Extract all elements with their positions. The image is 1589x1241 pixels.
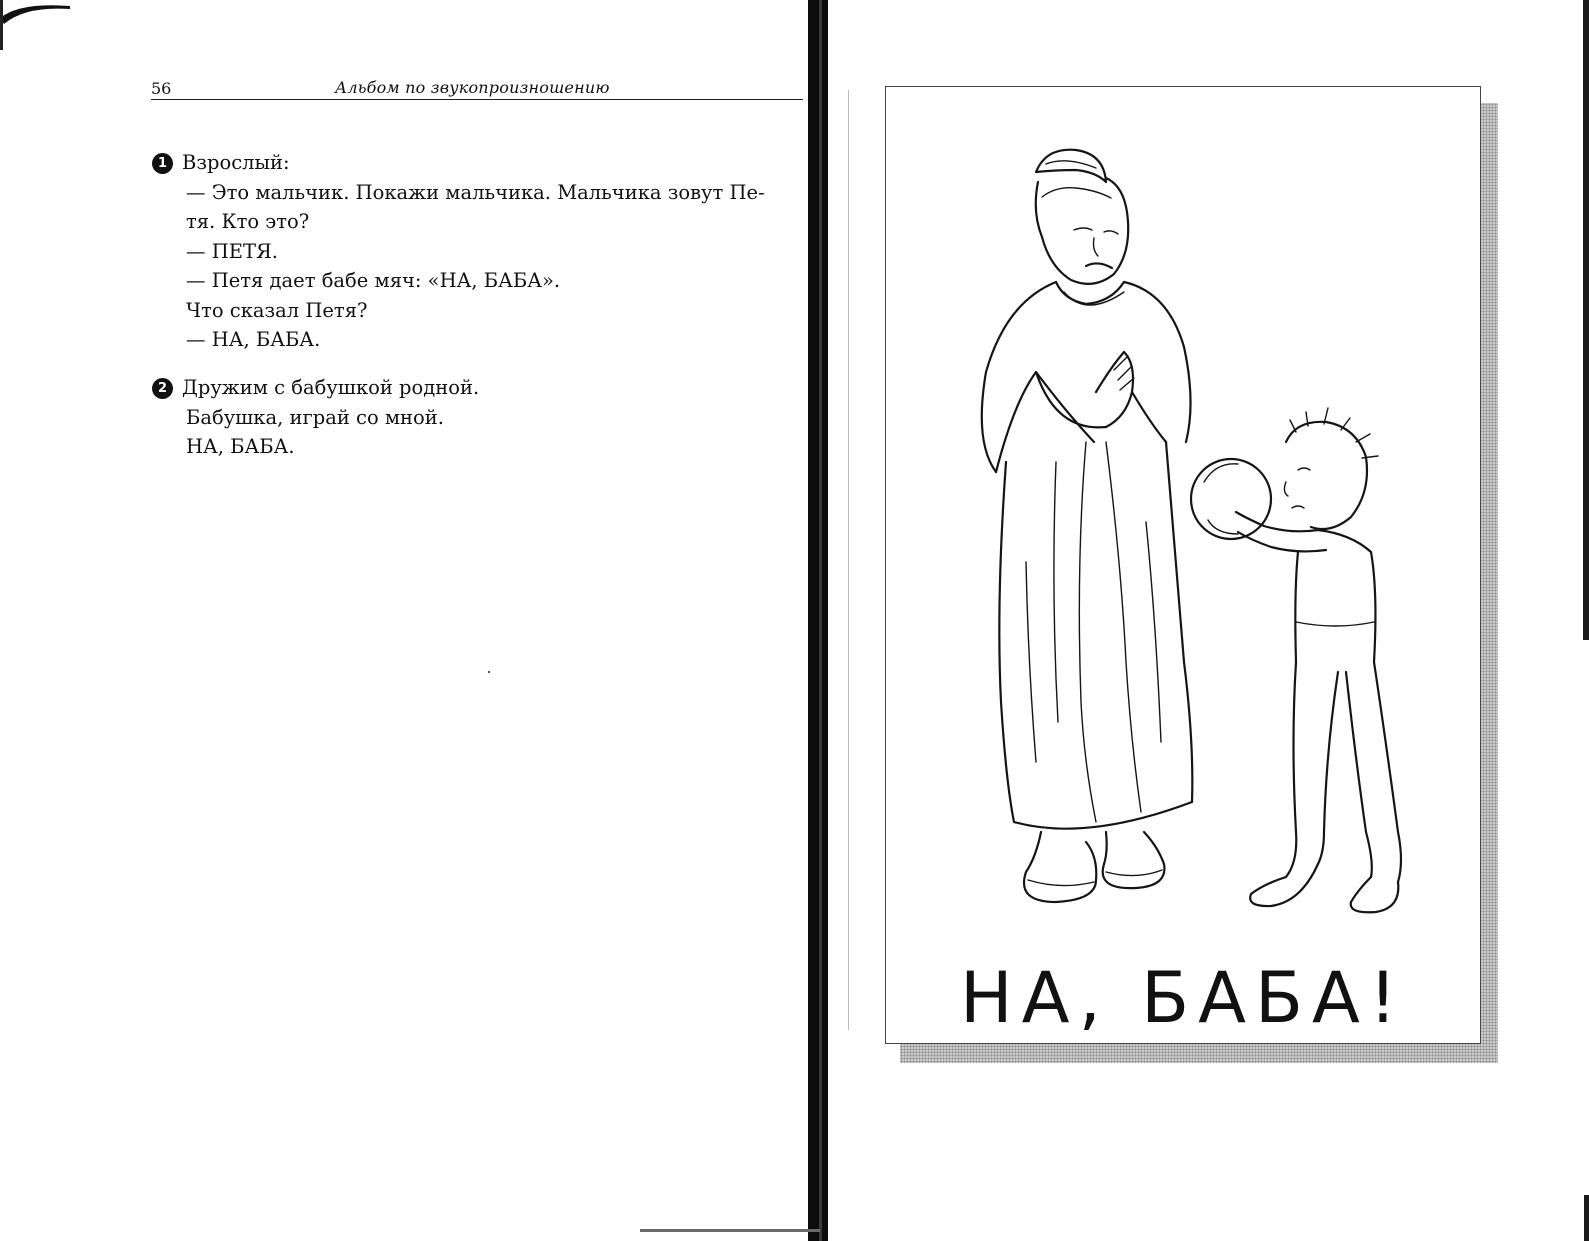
exercise-1 bbox=[152, 148, 812, 355]
page-number: 56 bbox=[151, 79, 172, 98]
boy-figure bbox=[1191, 408, 1401, 912]
scan-right-edge-lower bbox=[1584, 1195, 1589, 1241]
card-caption: НА, БАБА! bbox=[960, 957, 1406, 1039]
exercise-2 bbox=[152, 373, 752, 462]
scan-left-edge bbox=[0, 0, 3, 50]
exercise-line: — Это мальчик. Покажи мальчика. Мальчика зовут Пе- bbox=[186, 180, 765, 204]
book-spine-highlight bbox=[819, 0, 822, 1241]
exercise-line: 1 Взрослый: bbox=[152, 148, 812, 178]
grandmother-figure bbox=[982, 150, 1193, 902]
scan-corner-mark bbox=[0, 0, 70, 60]
exercise-line: Бабушка, играй со мной. bbox=[186, 405, 444, 429]
scan-dust-dot bbox=[488, 671, 490, 673]
scan-right-edge bbox=[1583, 0, 1589, 640]
exercise-line: НА, БАБА. bbox=[186, 435, 295, 458]
grandmother-and-boy-illustration bbox=[946, 142, 1426, 952]
exercise-number-badge: 2 bbox=[152, 378, 173, 399]
exercise-line: — Петя дает бабе мяч: «НА, БАБА». bbox=[186, 269, 561, 292]
exercise-number-badge: 1 bbox=[152, 153, 173, 174]
exercise-line: 2 Дружим с бабушкой родной. bbox=[152, 373, 752, 403]
page-margin-line bbox=[848, 90, 849, 1030]
exercise-line: — ПЕТЯ. bbox=[186, 239, 278, 263]
exercise-line: тя. Кто это? bbox=[186, 210, 310, 233]
running-title: Альбом по звукопроизношению bbox=[335, 78, 610, 97]
scan-bottom-smudge bbox=[640, 1229, 820, 1232]
exercise-line: — НА, БАБА. bbox=[186, 328, 321, 351]
picture-card bbox=[885, 86, 1481, 1044]
header-rule bbox=[151, 99, 803, 100]
exercise-line: Что сказал Петя? bbox=[186, 298, 368, 322]
